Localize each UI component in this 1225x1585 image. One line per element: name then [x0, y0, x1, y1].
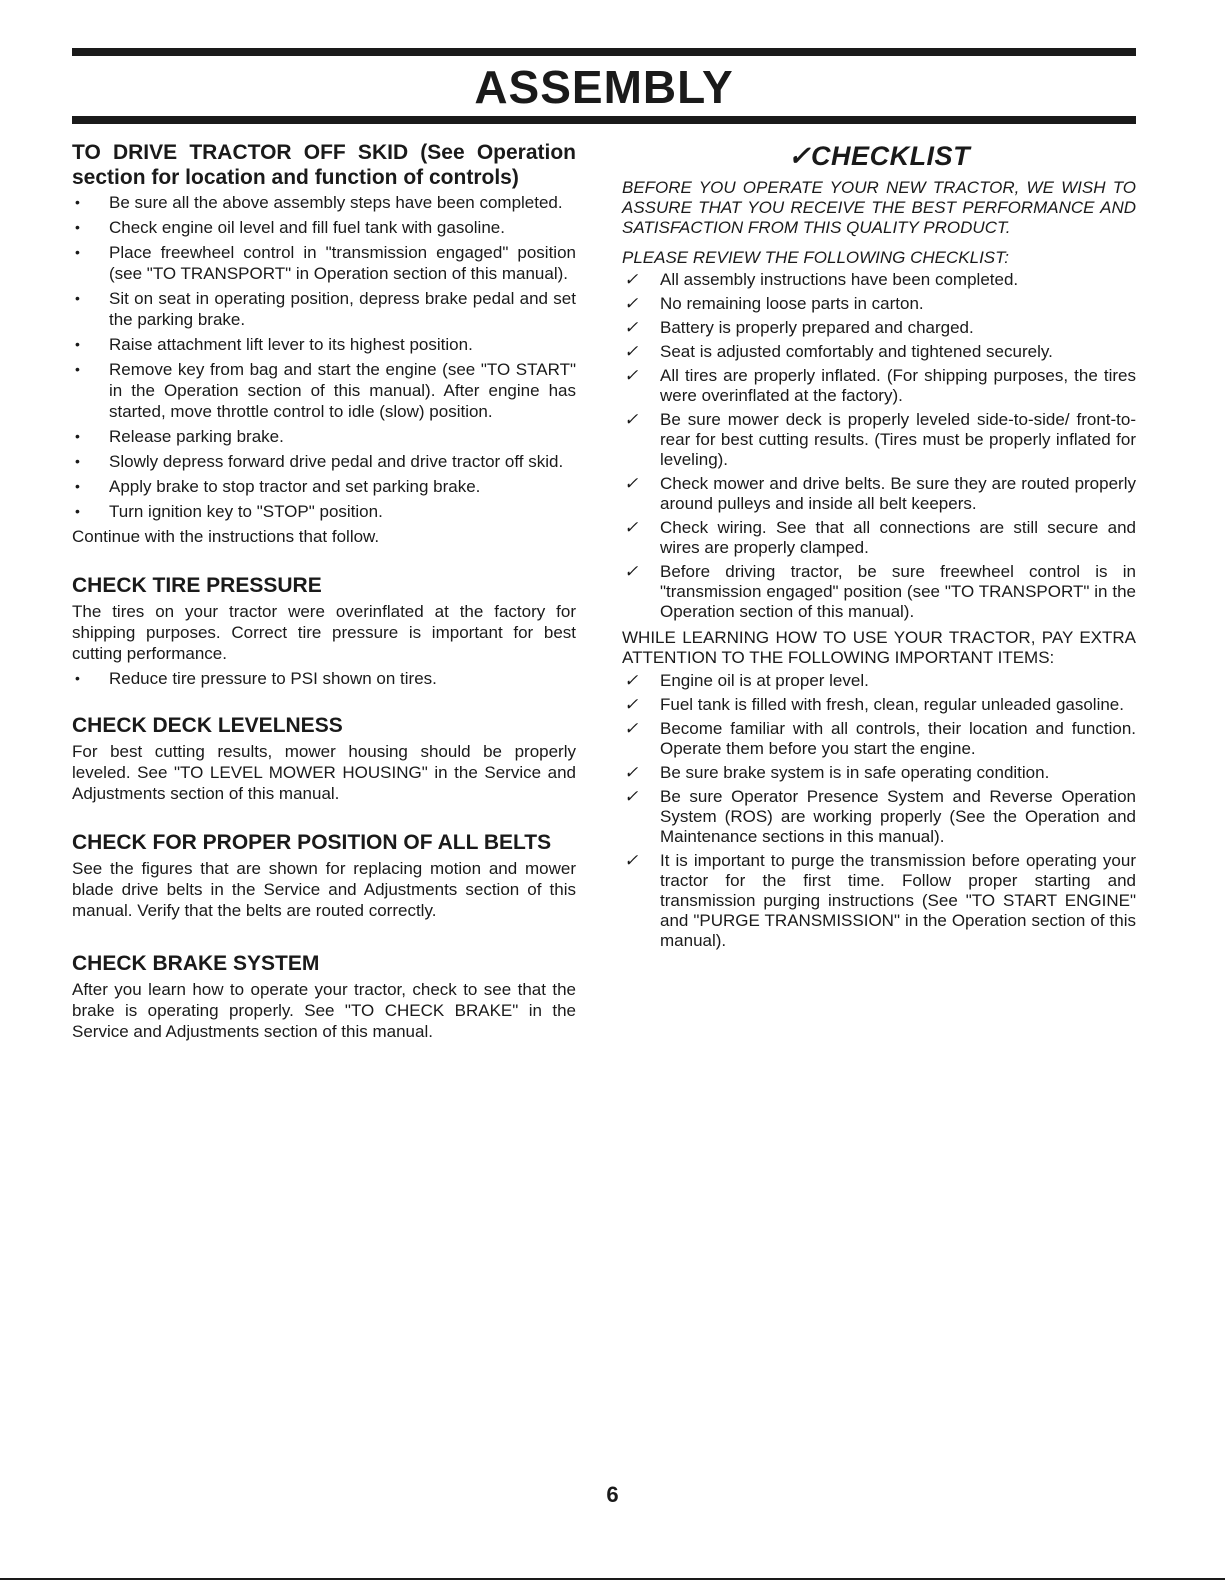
- page-number: 6: [606, 1482, 619, 1507]
- list-item: ✓ No remaining loose parts in carton.: [624, 294, 924, 313]
- list-item: ✓ All tires are properly inflated. (For shipping purposes, the tires were overinflated at the factory).: [624, 366, 1136, 405]
- heading-check-deck-levelness: CHECK DECK LEVELNESS: [72, 714, 343, 737]
- list-item: ✓ Be sure mower deck is properly leveled side-to-side/ front-to-rear for best cutting results. (Tires must be properly inflated for leveling).: [624, 410, 1136, 469]
- list-item: • Check engine oil level and fill fuel tank with gasoline.: [75, 218, 505, 237]
- bullet-icon: •: [75, 670, 80, 686]
- heading-check-belts: CHECK FOR PROPER POSITION OF ALL BELTS: [72, 831, 552, 854]
- list-item: ✓ Fuel tank is filled with fresh, clean, regular unleaded gasoline.: [624, 695, 1124, 714]
- important-items: [622, 671, 1136, 951]
- checkmark-icon: ✓: [624, 518, 639, 537]
- learning-lead: WHILE LEARNING HOW TO USE YOUR TRACTOR, PAY EXTRA ATTENTION TO THE FOLLOWING IMPORTANT ITEMS:: [622, 628, 1136, 667]
- header-rule-bottom: [72, 116, 1136, 124]
- bullet-icon: •: [75, 361, 80, 377]
- list-item: ✓ Seat is adjusted comfortably and tightened securely.: [624, 342, 1053, 361]
- list-item: • Apply brake to stop tractor and set parking brake.: [75, 477, 481, 496]
- list-item: ✓ It is important to purge the transmission before operating your tractor for the first time. Follow proper starting and transmission purging instructions (See "TO START ENGINE" and "PURGE TRANSMISSION" in the Operation section of this manual).: [624, 851, 1136, 950]
- list-item: ✓ Check mower and drive belts. Be sure they are routed properly around pulleys and inside all belt keepers.: [624, 474, 1136, 513]
- section-check-belts: [72, 830, 576, 921]
- list-item: ✓ Be sure brake system is in safe operating condition.: [624, 763, 1050, 782]
- list-item: • Slowly depress forward drive pedal and drive tractor off skid.: [75, 452, 564, 471]
- checkmark-icon: ✓: [624, 562, 639, 581]
- bullet-icon: •: [75, 194, 80, 210]
- list-item: ✓ Be sure Operator Presence System and Reverse Operation System (ROS) are working properly (See the Operation and Maintenance sections in this manual).: [624, 787, 1136, 846]
- heading-check-brake-system: CHECK BRAKE SYSTEM: [72, 952, 320, 975]
- list-item: ✓ Battery is properly prepared and charged.: [624, 318, 974, 337]
- checkmark-icon: ✓: [624, 787, 639, 806]
- list-item: • Release parking brake.: [75, 427, 284, 446]
- footer-rule: [0, 1578, 1225, 1580]
- list-item: • Turn ignition key to "STOP" position.: [75, 502, 383, 521]
- checklist-review-lead: PLEASE REVIEW THE FOLLOWING CHECKLIST:: [622, 248, 1009, 267]
- list-item: ✓ All assembly instructions have been completed.: [624, 270, 1019, 289]
- checkmark-icon: ✓: [624, 474, 639, 493]
- checklist-title: ✓CHECKLIST: [787, 141, 971, 171]
- checkmark-icon: ✓: [624, 851, 639, 870]
- section-check-brake-system: [72, 951, 576, 1042]
- bullet-icon: •: [75, 336, 80, 352]
- page-title: ASSEMBLY: [474, 61, 734, 113]
- continue-note: Continue with the instructions that follow.: [72, 527, 380, 546]
- right-column: [622, 140, 1136, 955]
- checkmark-icon: ✓: [624, 342, 639, 361]
- bullet-icon: •: [75, 244, 80, 260]
- drive-off-steps: [72, 192, 576, 522]
- bullet-icon: •: [75, 478, 80, 494]
- deck-levelness-text: For best cutting results, mower housing should be properly leveled. See "TO LEVEL MOWER HOUSING" in the Service and Adjustments section of this manual.: [72, 742, 576, 803]
- left-column: [72, 140, 576, 1042]
- section-check-tire-pressure: [72, 573, 576, 689]
- list-item: • Place freewheel control in "transmission engaged" position (see "TO TRANSPORT" in Operation section of this manual).: [75, 243, 576, 283]
- list-item: ✓ Become familiar with all controls, their location and function. Operate them before you start the engine.: [624, 719, 1136, 758]
- list-item: ✓ Before driving tractor, be sure freewheel control is in "transmission engaged" position (see "TO TRANSPORT" in the Operation section of this manual).: [624, 562, 1136, 621]
- bullet-icon: •: [75, 219, 80, 235]
- checklist-intro: BEFORE YOU OPERATE YOUR NEW TRACTOR, WE WISH TO ASSURE THAT YOU RECEIVE THE BEST PERFORMANCE AND SATISFACTION FROM THIS QUALITY PRODUCT.: [622, 178, 1136, 237]
- tire-pressure-steps: [72, 668, 576, 689]
- section-drive-off-skid: [72, 140, 576, 547]
- list-item: ✓ Engine oil is at proper level.: [624, 671, 869, 690]
- checkmark-icon: ✓: [624, 366, 639, 385]
- checkmark-icon: ✓: [624, 719, 639, 738]
- list-item: • Raise attachment lift lever to its highest position.: [75, 335, 473, 354]
- checkmark-icon: ✓: [624, 318, 639, 337]
- list-item: • Reduce tire pressure to PSI shown on tires.: [75, 669, 437, 688]
- heading-check-tire-pressure: CHECK TIRE PRESSURE: [72, 574, 322, 597]
- checkmark-icon: ✓: [624, 671, 639, 690]
- list-item: ✓ Check wiring. See that all connections are still secure and wires are properly clamped.: [624, 518, 1136, 557]
- checkmark-icon: ✓: [624, 270, 639, 289]
- checklist-items: [622, 270, 1136, 622]
- list-item: • Be sure all the above assembly steps have been completed.: [75, 193, 563, 212]
- bullet-icon: •: [75, 453, 80, 469]
- header-rule-top: [72, 48, 1136, 56]
- checkmark-icon: ✓: [624, 763, 639, 782]
- bullet-icon: •: [75, 290, 80, 306]
- checkmark-icon: ✓: [624, 695, 639, 714]
- checkmark-icon: ✓: [624, 294, 639, 313]
- bullet-icon: •: [75, 428, 80, 444]
- section-check-deck-levelness: [72, 713, 576, 804]
- brake-system-text: After you learn how to operate your tractor, check to see that the brake is operating properly. See "TO CHECK BRAKE" in the Service and Adjustments section of this manual.: [72, 980, 576, 1041]
- tire-pressure-text: The tires on your tractor were overinflated at the factory for shipping purposes. Correct tire pressure is important for best cutting performance.: [72, 602, 576, 663]
- checkmark-icon: ✓: [624, 410, 639, 429]
- list-item: • Sit on seat in operating position, depress brake pedal and set the parking brake.: [75, 289, 576, 329]
- belts-text: See the figures that are shown for replacing motion and mower blade drive belts in the Service and Adjustments section of this manual. Verify that the belts are routed correctly.: [72, 859, 576, 920]
- heading-drive-off-skid: TO DRIVE TRACTOR OFF SKID (See Operation section for location and function of controls): [72, 141, 576, 189]
- bullet-icon: •: [75, 503, 80, 519]
- list-item: • Remove key from bag and start the engine (see "TO START" in the Operation section of this manual). After engine has started, move throttle control to idle (slow) position.: [75, 360, 576, 421]
